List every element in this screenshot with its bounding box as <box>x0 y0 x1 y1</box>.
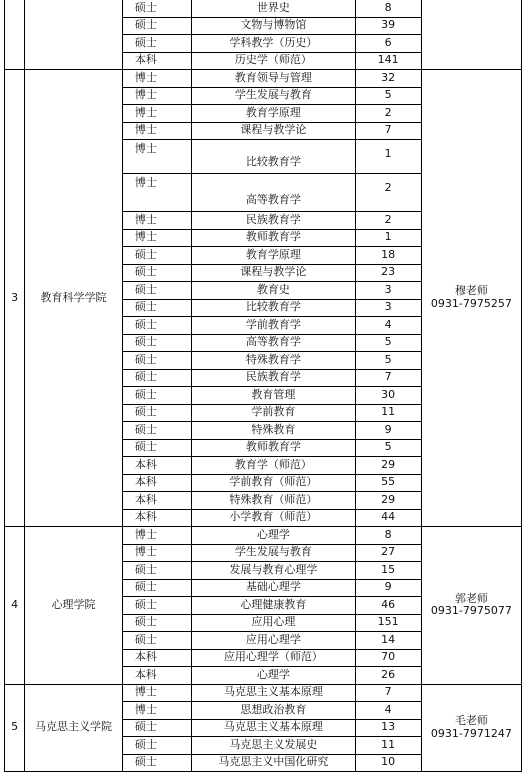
major-cell: 心理健康教育 <box>192 597 355 615</box>
degree-cell: 硕士 <box>122 0 191 17</box>
major-cell: 马克思主义基本原理 <box>192 684 355 702</box>
major-cell: 发展与教育心理学 <box>192 562 355 580</box>
degree-cell: 硕士 <box>122 404 191 422</box>
count-cell: 44 <box>355 509 421 527</box>
major-cell: 教育管理 <box>192 387 355 405</box>
major-cell: 小学教育（师范） <box>192 509 355 527</box>
contact-name: 毛老师 <box>454 714 488 728</box>
degree-cell: 硕士 <box>122 579 191 597</box>
count-cell: 2 <box>355 105 421 123</box>
contact-name: 郭老师 <box>454 591 488 605</box>
degree-cell: 硕士 <box>122 282 191 300</box>
degree-cell: 本科 <box>122 649 191 667</box>
degree-cell: 博士 <box>122 70 191 88</box>
contact-phone: 0931-7975077 <box>430 604 512 618</box>
recruitment-table <box>4 0 522 772</box>
count-cell: 8 <box>355 527 421 545</box>
count-cell: 13 <box>355 719 421 737</box>
contact-cell <box>421 0 521 70</box>
major-cell: 特殊教育（师范） <box>192 492 355 510</box>
major-cell: 学前教育（师范） <box>192 474 355 492</box>
degree-cell: 本科 <box>122 492 191 510</box>
college-index-cell: 5 <box>5 684 25 772</box>
major-cell: 世界史 <box>192 0 355 17</box>
count-cell: 141 <box>355 52 421 70</box>
count-cell: 5 <box>355 334 421 352</box>
college-name-cell <box>25 0 123 70</box>
degree-cell: 博士 <box>122 212 191 230</box>
count-cell: 7 <box>355 369 421 387</box>
major-cell: 教育学原理 <box>192 247 355 265</box>
count-cell: 9 <box>355 579 421 597</box>
major-cell: 比较教育学 <box>192 299 355 317</box>
major-cell: 马克思主义发展史 <box>192 737 355 755</box>
major-cell: 比较教育学 <box>192 140 355 174</box>
degree-cell: 硕士 <box>122 264 191 282</box>
degree-cell: 硕士 <box>122 614 191 632</box>
major-cell: 学前教育学 <box>192 317 355 335</box>
degree-cell: 硕士 <box>122 719 191 737</box>
count-cell: 5 <box>355 87 421 105</box>
major-cell: 学科教学（历史） <box>192 35 355 53</box>
degree-cell: 硕士 <box>122 317 191 335</box>
degree-cell: 硕士 <box>122 632 191 650</box>
major-cell: 课程与教学论 <box>192 264 355 282</box>
contact-cell <box>421 684 521 772</box>
count-cell: 3 <box>355 282 421 300</box>
count-cell: 46 <box>355 597 421 615</box>
count-cell: 7 <box>355 122 421 140</box>
major-cell: 基础心理学 <box>192 579 355 597</box>
degree-cell: 博士 <box>122 229 191 247</box>
count-cell: 29 <box>355 457 421 475</box>
degree-cell: 本科 <box>122 509 191 527</box>
major-cell: 学前教育 <box>192 404 355 422</box>
count-cell: 5 <box>355 439 421 457</box>
degree-cell: 本科 <box>122 52 191 70</box>
table-row <box>5 0 522 17</box>
count-cell: 9 <box>355 422 421 440</box>
count-cell: 18 <box>355 247 421 265</box>
major-cell: 学生发展与教育 <box>192 87 355 105</box>
count-cell: 11 <box>355 737 421 755</box>
contact-phone: 0931-7971247 <box>430 726 512 740</box>
college-index-cell: 4 <box>5 527 25 685</box>
count-cell: 15 <box>355 562 421 580</box>
major-cell: 教师教育学 <box>192 229 355 247</box>
major-cell: 历史学（师范） <box>192 52 355 70</box>
degree-cell: 硕士 <box>122 369 191 387</box>
degree-cell: 硕士 <box>122 439 191 457</box>
major-cell: 心理学 <box>192 527 355 545</box>
degree-cell: 博士 <box>122 122 191 140</box>
degree-cell: 本科 <box>122 667 191 685</box>
degree-cell: 硕士 <box>122 387 191 405</box>
count-cell: 7 <box>355 684 421 702</box>
major-cell: 马克思主义基本原理 <box>192 719 355 737</box>
college-index-cell <box>5 0 25 70</box>
degree-cell: 硕士 <box>122 299 191 317</box>
contact-cell <box>421 527 521 685</box>
count-cell: 3 <box>355 299 421 317</box>
count-cell: 5 <box>355 352 421 370</box>
degree-cell: 硕士 <box>122 17 191 35</box>
count-cell: 14 <box>355 632 421 650</box>
count-cell: 11 <box>355 404 421 422</box>
count-cell: 29 <box>355 492 421 510</box>
college-index-cell: 3 <box>5 70 25 527</box>
major-cell: 文物与博物馆 <box>192 17 355 35</box>
major-cell: 民族教育学 <box>192 212 355 230</box>
degree-cell: 本科 <box>122 457 191 475</box>
table-row <box>5 527 522 545</box>
count-cell: 4 <box>355 702 421 720</box>
contact-name: 穆老师 <box>454 284 488 298</box>
count-cell: 151 <box>355 614 421 632</box>
major-cell: 应用心理学（师范） <box>192 649 355 667</box>
major-cell: 应用心理学 <box>192 632 355 650</box>
count-cell: 6 <box>355 35 421 53</box>
count-cell: 23 <box>355 264 421 282</box>
count-cell: 8 <box>355 0 421 17</box>
major-cell: 教师教育学 <box>192 439 355 457</box>
major-cell: 马克思主义中国化研究 <box>192 754 355 772</box>
count-cell: 2 <box>355 212 421 230</box>
count-cell: 4 <box>355 317 421 335</box>
degree-cell: 本科 <box>122 474 191 492</box>
degree-cell: 硕士 <box>122 334 191 352</box>
contact-cell <box>421 70 521 527</box>
degree-cell: 博士 <box>122 140 191 174</box>
degree-cell: 博士 <box>122 684 191 702</box>
degree-cell: 硕士 <box>122 35 191 53</box>
major-cell: 思想政治教育 <box>192 702 355 720</box>
major-cell: 心理学 <box>192 667 355 685</box>
count-cell: 32 <box>355 70 421 88</box>
degree-cell: 博士 <box>122 544 191 562</box>
major-cell: 课程与教学论 <box>192 122 355 140</box>
major-cell: 高等教育学 <box>192 174 355 212</box>
table-row <box>5 70 522 88</box>
degree-cell: 博士 <box>122 87 191 105</box>
major-cell: 特殊教育 <box>192 422 355 440</box>
count-cell: 39 <box>355 17 421 35</box>
major-cell: 应用心理 <box>192 614 355 632</box>
count-cell: 10 <box>355 754 421 772</box>
count-cell: 1 <box>355 140 421 174</box>
count-cell: 27 <box>355 544 421 562</box>
degree-cell: 博士 <box>122 702 191 720</box>
degree-cell: 硕士 <box>122 352 191 370</box>
count-cell: 2 <box>355 174 421 212</box>
college-name-cell: 教育科学学院 <box>25 70 123 527</box>
degree-cell: 硕士 <box>122 737 191 755</box>
table-row <box>5 684 522 702</box>
degree-cell: 博士 <box>122 105 191 123</box>
count-cell: 70 <box>355 649 421 667</box>
contact-phone: 0931-7975257 <box>430 297 512 310</box>
major-cell: 教育领导与管理 <box>192 70 355 88</box>
degree-cell: 硕士 <box>122 754 191 772</box>
count-cell: 30 <box>355 387 421 405</box>
major-cell: 高等教育学 <box>192 334 355 352</box>
major-cell: 学生发展与教育 <box>192 544 355 562</box>
count-cell: 55 <box>355 474 421 492</box>
degree-cell: 博士 <box>122 174 191 212</box>
major-cell: 教育学（师范） <box>192 457 355 475</box>
major-cell: 民族教育学 <box>192 369 355 387</box>
degree-cell: 硕士 <box>122 247 191 265</box>
major-cell: 教育学原理 <box>192 105 355 123</box>
college-name-cell: 马克思主义学院 <box>25 684 123 772</box>
major-cell: 特殊教育学 <box>192 352 355 370</box>
major-cell: 教育史 <box>192 282 355 300</box>
count-cell: 26 <box>355 667 421 685</box>
count-cell: 1 <box>355 229 421 247</box>
degree-cell: 硕士 <box>122 597 191 615</box>
college-name-cell: 心理学院 <box>25 527 123 685</box>
degree-cell: 硕士 <box>122 422 191 440</box>
degree-cell: 硕士 <box>122 562 191 580</box>
degree-cell: 博士 <box>122 527 191 545</box>
